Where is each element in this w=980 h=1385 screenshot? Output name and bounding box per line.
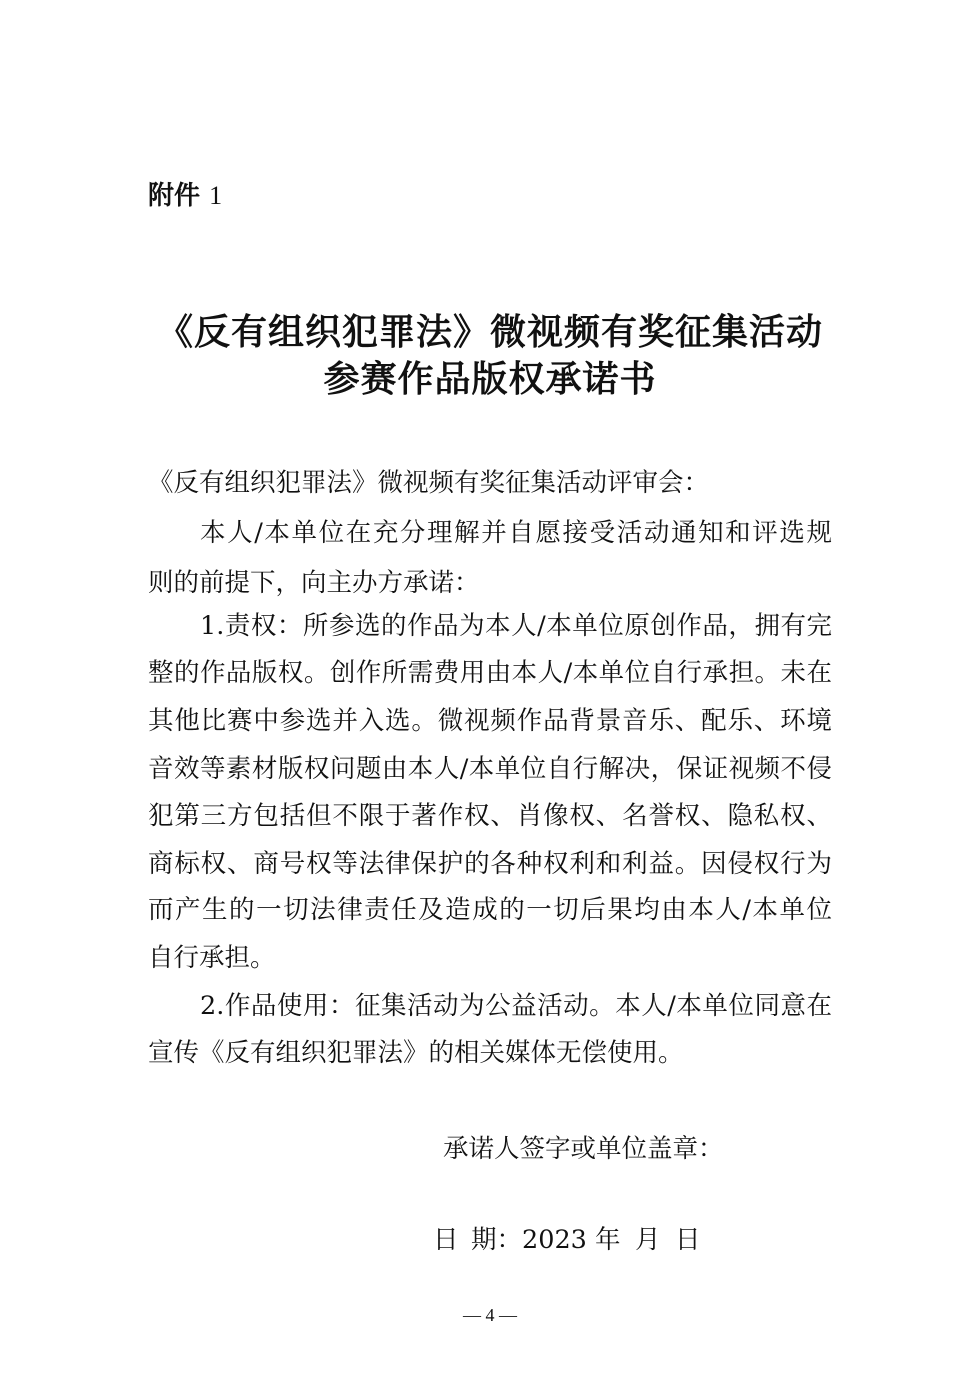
clause-1-line-8: 自行承担。 (148, 943, 276, 973)
date-label-ri: 日 (433, 1225, 459, 1255)
attachment-number: 1 (209, 181, 223, 210)
attachment-label (148, 178, 222, 214)
attachment-label-text: 附件 (148, 181, 201, 211)
clause-1-line-7: 而产生的一切法律责任及造成的一切后果均由本人/本单位 (148, 895, 832, 925)
clause-1-line-1: 1.责权：所参选的作品为本人/本单位原创作品，拥有完 (200, 611, 832, 641)
signature-label: 承诺人签字或单位盖章： (443, 1134, 724, 1164)
document-title-line-2: 参赛作品版权承诺书 (323, 359, 657, 400)
clause-1-line-6: 商标权、商号权等法律保护的各种权利和利益。因侵权行为 (148, 849, 832, 879)
date-month-unit: 月 (635, 1225, 661, 1255)
page-number: — 4 — (463, 1305, 517, 1325)
date-day-unit: 日 (675, 1225, 701, 1255)
salutation: 《反有组织犯罪法》微视频有奖征集活动评审会： (148, 468, 710, 498)
intro-line-1: 本人/本单位在充分理解并自愿接受活动通知和评选规 (200, 518, 832, 548)
date-year-unit: 年 (595, 1225, 621, 1255)
clause-1-line-4: 音效等素材版权问题由本人/本单位自行解决，保证视频不侵 (148, 754, 832, 784)
date-line (433, 1222, 701, 1258)
clause-1-line-3: 其他比赛中参选并入选。微视频作品背景音乐、配乐、环境 (148, 706, 832, 736)
intro-line-2: 则的前提下，向主办方承诺： (148, 568, 480, 598)
date-year: 2023 (522, 1225, 587, 1255)
date-label-qi: 期： (471, 1225, 523, 1255)
clause-2-line-1: 2.作品使用：征集活动为公益活动。本人/本单位同意在 (200, 991, 832, 1021)
clause-1-line-5: 犯第三方包括但不限于著作权、肖像权、名誉权、隐私权、 (148, 801, 832, 831)
document-title-line-1: 《反有组织犯罪法》微视频有奖征集活动 (156, 312, 823, 353)
clause-2-line-2: 宣传《反有组织犯罪法》的相关媒体无偿使用。 (148, 1038, 684, 1068)
clause-1-line-2: 整的作品版权。创作所需费用由本人/本单位自行承担。未在 (148, 658, 832, 688)
